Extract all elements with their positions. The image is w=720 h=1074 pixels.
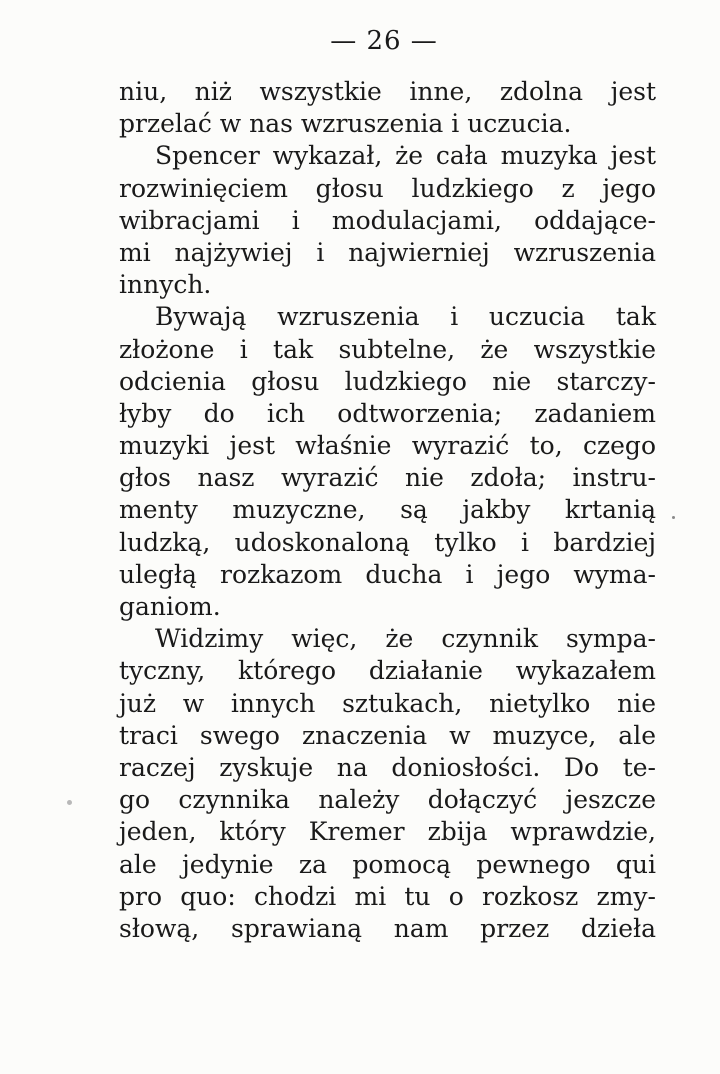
- text-line: mi najżywiej i najwierniej wzruszenia: [119, 237, 656, 267]
- text-line: pro quo: chodzi mi tu o rozkosz zmy-: [119, 881, 656, 911]
- text-line: słową, sprawianą nam przez dzieła: [119, 913, 656, 943]
- text-line: Bywają wzruszenia i uczucia tak: [155, 302, 656, 332]
- text-line: uległą rozkazom ducha i jego wyma-: [119, 559, 656, 589]
- text-line: innych.: [119, 270, 212, 300]
- text-line: Spencer wykazał, że cała muzyka jest: [155, 141, 656, 171]
- text-line: ganiom.: [119, 592, 221, 621]
- text-line: Widzimy więc, że czynnik sympa-: [155, 624, 656, 654]
- body-text: [119, 76, 656, 945]
- text-line: traci swego znaczenia w muzyce, ale: [119, 720, 656, 750]
- text-line: odcienia głosu ludzkiego nie starczy-: [119, 366, 656, 396]
- text-line: przelać w nas wzruszenia i uczucia.: [119, 109, 572, 139]
- text-line: łyby do ich odtworzenia; zadaniem: [119, 398, 656, 428]
- text-line: rozwinięciem głosu ludzkiego z jego: [119, 173, 656, 203]
- text-line: złożone i tak subtelne, że wszystkie: [119, 334, 656, 364]
- print-speck: [67, 800, 72, 805]
- text-line: tyczny, którego działanie wykazałem: [119, 656, 656, 686]
- text-line: menty muzyczne, są jakby krtanią: [119, 495, 656, 525]
- text-line: go czynnika należy dołączyć jeszcze: [119, 785, 656, 815]
- text-line: raczej zyskuje na doniosłości. Do te-: [119, 752, 656, 782]
- text-line: niu, niż wszystkie inne, zdolna jest: [119, 77, 656, 106]
- text-line: już w innych sztukach, nietylko nie: [119, 688, 656, 718]
- text-line: wibracjami i modulacjami, oddające-: [119, 205, 656, 235]
- text-line: ludzką, udoskonaloną tylko i bardziej: [119, 527, 656, 557]
- text-line: muzyki jest właśnie wyrazić to, czego: [119, 431, 656, 461]
- text-line: głos nasz wyrazić nie zdoła; instru-: [119, 463, 656, 493]
- page-number: — 26 —: [330, 26, 438, 56]
- text-line: jeden, który Kremer zbija wprawdzie,: [119, 817, 656, 847]
- print-speck: [672, 516, 675, 519]
- text-line: ale jedynie za pomocą pewnego qui: [119, 849, 656, 879]
